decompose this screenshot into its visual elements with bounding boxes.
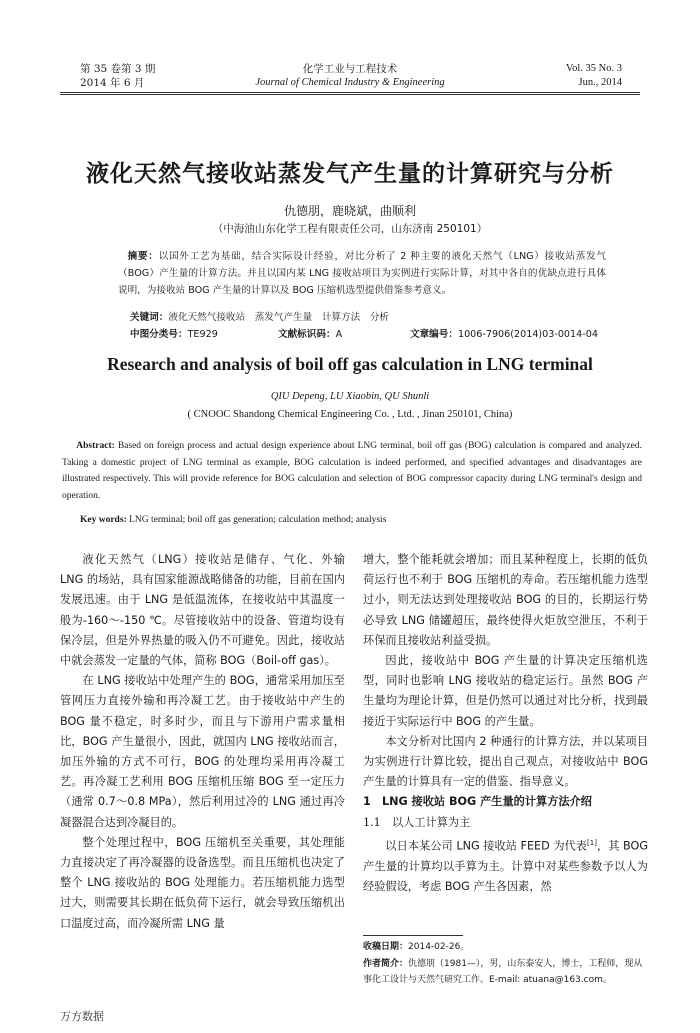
- header-rule-2: [60, 94, 640, 95]
- publication-date: 2014 年 6 月: [80, 77, 145, 89]
- abstract-en-text: Based on foreign process and actual design experience about LNG terminal, boil off gas (BOG) calculation is compared and analyzed. Taking a domestic project of LNG terminal as example, BOG calculation is indeed performed, and specified advantages and disadvantages are illustrated respectively. This will provide reference for BOG calculation and selection of BOG compressor capacity during LNG terminal's design and operation.: [62, 441, 642, 501]
- author-bio: [363, 957, 648, 988]
- article-no-value: 1006-7906(2014)03-0014-04: [457, 329, 598, 340]
- clc-label: 中图分类号：: [130, 329, 188, 340]
- journal-volume-en: [566, 62, 622, 90]
- affiliation-cn: （中海油山东化学工程有限责任公司，山东济南 250101）: [212, 223, 488, 235]
- keywords-en: [80, 515, 386, 525]
- volume-issue: 第 35 卷第 3 期: [80, 63, 156, 75]
- paragraph-text: ，其 BOG 产生量的计算均以手算为主。计算中对某些参数予以人为经验假设，考虑 BOG 产生各因素，然: [363, 839, 648, 893]
- author-bio-text: 仇德朋（1981—），男，山东泰安人，博士，工程师，现从事化工设计与天然气研究工作。E-mail: atuana@163.com。: [363, 959, 643, 985]
- article-no-label: 文章编号：: [410, 329, 458, 340]
- doc-code: [278, 326, 342, 340]
- abstract-en-label: Abstract:: [76, 441, 115, 451]
- article-number: [410, 326, 598, 340]
- received-label: 收稿日期：: [363, 942, 409, 952]
- body-column-left: [60, 550, 345, 934]
- citation-ref: [1]: [587, 838, 597, 847]
- clc-number: [130, 326, 218, 340]
- subsection-heading: 1.1 以人工计算为主: [363, 815, 471, 829]
- body-column-right: [363, 550, 648, 897]
- authors-cn: 仇德朋，鹿晓斌，曲顺利: [283, 204, 416, 218]
- doc-code-label: 文献标识码：: [278, 329, 336, 340]
- abstract-cn: [118, 248, 606, 299]
- journal-name: [200, 62, 500, 90]
- section-heading: 1 LNG 接收站 BOG 产生量的计算方法介绍: [363, 795, 592, 809]
- body-paragraph: 在 LNG 接收站中处理产生的 BOG，通常采用加压至管网压力直接外输和再冷凝工艺。由于接收站中产生的 BOG 量不稳定，时多时少，而且与下游用户需求量相比，BOG 产生量很小，因此，就国内 LNG 接收站而言，加压外输的方式不可行，BOG 的处理均采用再冷凝工艺。再冷凝工艺利用 BOG 压缩机压缩 BOG 至一定压力（通常 0.7～0.8 MPa），然后利用过冷的 LNG 通过再冷凝器混合达到冷凝目的。: [60, 674, 345, 829]
- journal-name-en: Journal of Chemical Industry & Engineering: [255, 77, 445, 88]
- body-paragraph: 液化天然气（LNG）接收站是储存、气化、外输 LNG 的场站，具有国家能源战略储备的功能，目前在国内发展迅速。由于 LNG 是低温流体，在接收站中其温度一般为-160～-150 ℃。尽管接收站中的设备、管道均设有保冷层，但是外界热量的吸入仍不可避免。因此，接收站中就会蒸发一定量的气体，简称 BOG（Boil-off gas）。: [60, 553, 345, 668]
- paper-title-en: Research and analysis of boil off gas calculation in LNG terminal: [107, 354, 593, 374]
- body-paragraph: [363, 833, 648, 897]
- keywords-cn-text: 液化天然气接收站 蒸发气产生量 计算方法 分析: [168, 312, 390, 323]
- watermark: 万方数据: [60, 1010, 104, 1023]
- received-value: 2014-02-26。: [408, 942, 470, 952]
- keywords-cn-label: 关键词：: [130, 312, 169, 323]
- clc-value: TE929: [187, 329, 218, 340]
- keywords-en-label: Key words:: [80, 515, 127, 525]
- publication-date-en: Jun., 2014: [578, 77, 622, 88]
- body-paragraph: 整个处理过程中，BOG 压缩机至关重要，其处理能力直接决定了再冷凝器的设备选型。而且压缩机也决定了整个 LNG 接收站的 BOG 处理能力。若压缩机能力选型过大，则需要其长期在低负荷下运行，就会导致压缩机出口温度过高，而冷凝所需 LNG 量: [60, 835, 345, 930]
- author-bio-label: 作者简介：: [363, 959, 409, 969]
- volume-issue-en: Vol. 35 No. 3: [565, 63, 622, 74]
- body-paragraph: 增大，整个能耗就会增加；而且某种程度上，长期的低负荷运行也不利于 BOG 压缩机的寿命。若压缩机能力选型过小，则无法达到处理接收站 BOG 的目的，长期运行势必导致 LNG 储罐超压，最终使得火炬放空泄压，不利于环保而且接收站利益受损。: [363, 553, 648, 647]
- header-rule: [60, 92, 640, 93]
- paper-title-cn: 液化天然气接收站蒸发气产生量的计算研究与分析: [86, 161, 614, 187]
- received-date: [363, 940, 648, 956]
- keywords-cn: [130, 309, 389, 323]
- doc-code-value: A: [335, 329, 343, 340]
- footnote-rule: [363, 935, 463, 936]
- keywords-en-text: LNG terminal; boil off gas generation; calculation method; analysis: [129, 515, 387, 525]
- paragraph-text: 以日本某公司 LNG 接收站 FEED 为代表: [385, 839, 588, 853]
- body-paragraph: 因此，接收站中 BOG 产生量的计算决定压缩机选型，同时也影响 LNG 接收站的稳定运行。虽然 BOG 产生量均为理论计算，但是仍然可以通过对比分析，找到最接近于实际运行中 BOG 的产生量。: [363, 654, 648, 728]
- journal-name-cn: 化学工业与工程技术: [302, 63, 398, 75]
- journal-volume: [80, 62, 155, 90]
- body-paragraph: 本文分析对比国内 2 种通行的计算方法，并以某项目为实例进行计算比较，提出自己观点，对接收站中 BOG 产生量的计算具有一定的借鉴、指导意义。: [363, 734, 648, 789]
- authors-en: QIU Depeng, LU Xiaobin, QU Shunli: [270, 391, 430, 402]
- abstract-en: [62, 438, 642, 504]
- abstract-cn-text: 以国外工艺为基础，结合实际设计经验，对比分析了 2 种主要的液化天然气（LNG）接收站蒸发气（BOG）产生量的计算方法。并且以国内某 LNG 接收站项目为实例进行实际计算，对其中各自的优缺点进行具体说明，为接收站 BOG 产生量的计算以及 BOG 压缩机选型提供借鉴参考意义。: [118, 251, 606, 296]
- affiliation-en: ( CNOOC Shandong Chemical Engineering Co. , Ltd. , Jinan 250101, China): [187, 409, 513, 420]
- abstract-cn-label: 摘要：: [127, 251, 159, 262]
